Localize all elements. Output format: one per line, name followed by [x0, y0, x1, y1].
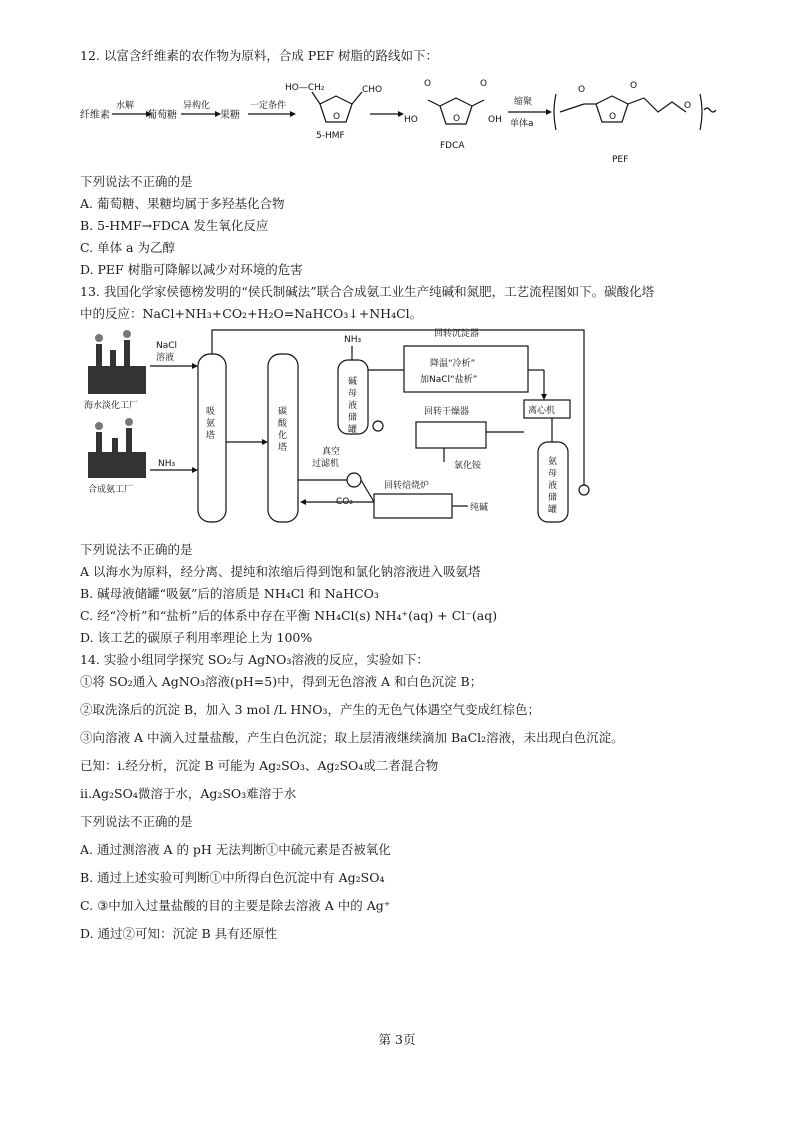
q14-known2: ⅱ.Ag₂SO₄微溶于水，Ag₂SO₃难溶于水 — [80, 786, 297, 801]
q13-question: 下列说法不正确的是 — [80, 542, 193, 557]
svg-text:O: O — [333, 112, 341, 122]
q14-step2: ②取洗涤后的沉淀 B，加入 3 mol /L HNO₃，产生的无色气体遇空气变成红棕色； — [80, 702, 540, 717]
svg-text:O: O — [424, 79, 432, 89]
route-step3: 一定条件 — [250, 101, 287, 111]
svg-text:O: O — [453, 114, 461, 124]
q14-question: 下列说法不正确的是 — [80, 814, 193, 829]
co2-label: CO₂ — [336, 497, 353, 507]
route-step2: 异构化 — [183, 101, 211, 111]
route-fructose: 果糖 — [220, 110, 240, 121]
svg-text:液: 液 — [548, 481, 558, 491]
settler-salt-text: 加NaCl“盐析” — [420, 375, 478, 385]
q13-option-b: B. 碱母液储罐“吸氨”后的溶质是 NH₄Cl 和 NaHCO₃ — [80, 586, 379, 601]
svg-text:氨: 氨 — [548, 457, 558, 467]
q14-step1: ①将 SO₂通入 AgNO₃溶液(pH=5)中，得到无色溶液 A 和白色沉淀 B； — [80, 674, 483, 689]
nh4cl-product: 氯化铵 — [454, 461, 482, 471]
q14-option-c: C. ③中加入过量盐酸的目的主要是除去溶液 A 中的 Ag⁺ — [80, 898, 391, 913]
plant2-label: 合成氨工厂 — [88, 485, 134, 495]
q14-option-a: A. 通过测溶液 A 的 pH 无法判断①中硫元素是否被氧化 — [80, 842, 391, 857]
svg-text:塔: 塔 — [278, 443, 288, 453]
svg-text:化: 化 — [278, 431, 288, 441]
pef-name: PEF — [612, 155, 629, 165]
hmf-structure — [312, 92, 362, 122]
centrifuge-label: 离心机 — [528, 406, 556, 416]
fdca-ho: HO — [404, 115, 418, 125]
svg-text:罐: 罐 — [348, 425, 358, 435]
svg-text:碳: 碳 — [278, 407, 288, 417]
svg-text:O: O — [630, 81, 638, 91]
q13-option-d: D. 该工艺的碳原子利用率理论上为 100% — [80, 630, 313, 645]
vacuum-filter — [347, 473, 361, 487]
rotary-dryer-label: 回转干燥器 — [424, 407, 470, 417]
svg-text:O: O — [480, 79, 488, 89]
q12-stem: 12. 以富含纤维素的农作物为原料，合成 PEF 树脂的路线如下： — [80, 48, 439, 63]
soda-product: 纯碱 — [470, 503, 489, 513]
route-cellulose: 纤维素 — [80, 110, 110, 121]
svg-text:液: 液 — [348, 401, 358, 411]
rotary-settler-label: 回转沉淀器 — [434, 329, 480, 339]
rotary-calciner — [374, 494, 452, 518]
svg-text:储: 储 — [548, 493, 558, 503]
q12-synthesis-route — [0, 74, 794, 184]
svg-text:罐: 罐 — [548, 505, 558, 515]
absorb-tower-char-1: 吸 — [206, 407, 216, 417]
page-number: 第 3页 — [378, 1032, 416, 1047]
absorb-tower-char-3: 塔 — [206, 431, 216, 441]
q14-option-b: B. 通过上述实验可判断①中所得白色沉淀中有 Ag₂SO₄ — [80, 870, 385, 885]
vacuum-filter-2: 过滤机 — [312, 459, 340, 469]
q13-stem-line2: 中的反应：NaCl+NH₃+CO₂+H₂O=NaHCO₃↓+NH₄Cl。 — [80, 306, 423, 321]
route-step1: 水解 — [116, 101, 135, 111]
route-glucose: 葡萄糖 — [147, 110, 177, 121]
q13-option-c: C. 经“冷析”和“盐析”后的体系中存在平衡 NH₄Cl(s) NH₄⁺(aq) + Cl⁻(aq) — [80, 608, 498, 623]
route-step4-bottom: 单体a — [510, 119, 534, 129]
q12-option-b: B. 5-HMF→FDCA 发生氧化反应 — [80, 218, 269, 233]
pef-structure — [554, 81, 716, 130]
nacl-feed-1: NaCl — [156, 341, 178, 351]
arrow-step3-head — [290, 111, 296, 117]
fdca-oh: OH — [488, 115, 502, 125]
q13-stem-line1: 13. 我国化学家侯德榜发明的“侯氏制碱法”联合合成氨工业生产纯碱和氮肥，工艺流程图如下。碳酸化塔 — [80, 284, 655, 299]
fdca-name: FDCA — [440, 141, 465, 151]
route-step4-top: 缩聚 — [514, 97, 533, 107]
svg-text:O: O — [684, 101, 692, 111]
nacl-feed-2: 溶液 — [156, 353, 175, 363]
q12-option-c: C. 单体 a 为乙醇 — [80, 240, 175, 255]
nh3-top-label: NH₃ — [344, 335, 362, 345]
q13-process-diagram — [0, 322, 794, 532]
fdca-structure — [424, 79, 487, 124]
svg-text:母: 母 — [548, 469, 558, 479]
svg-text:储: 储 — [348, 413, 358, 423]
hmf-left-group: HO—CH₂ — [285, 83, 325, 93]
svg-text:碱: 碱 — [348, 377, 358, 387]
svg-text:O: O — [609, 112, 617, 122]
hmf-name: 5-HMF — [316, 131, 345, 141]
nh3-feed: NH₃ — [158, 459, 176, 469]
q14-step3: ③向溶液 A 中滴入过量盐酸，产生白色沉淀；取上层清液继续滴加 BaCl₂溶液，未出现白色沉淀。 — [80, 730, 624, 745]
settler-cool-text: 降温“冷析” — [430, 359, 476, 369]
rotary-dryer — [416, 422, 486, 448]
factory-icon-2 — [88, 418, 146, 478]
rotary-calciner-label: 回转焙烧炉 — [384, 481, 430, 491]
q12-option-d: D. PEF 树脂可降解以减少对环境的危害 — [80, 262, 303, 277]
q14-known1: 已知：ⅰ.经分析，沉淀 B 可能为 Ag₂SO₃、Ag₂SO₄或二者混合物 — [80, 758, 439, 773]
rotary-settler — [404, 346, 528, 392]
absorb-tower-char-2: 氨 — [206, 419, 216, 429]
q14-stem: 14. 实验小组同学探究 SO₂与 AgNO₃溶液的反应，实验如下： — [80, 652, 429, 667]
svg-text:O: O — [578, 85, 586, 95]
hmf-right-group: CHO — [362, 85, 383, 95]
svg-text:母: 母 — [348, 389, 358, 399]
q14-option-d: D. 通过②可知：沉淀 B 具有还原性 — [80, 926, 278, 941]
svg-text:酸: 酸 — [278, 419, 288, 429]
plant1-label: 海水淡化工厂 — [84, 401, 139, 411]
q12-question: 下列说法不正确的是 — [80, 174, 193, 189]
vacuum-filter-1: 真空 — [322, 447, 341, 457]
factory-icon-1 — [88, 330, 146, 394]
q12-option-a: A. 葡萄糖、果糖均属于多羟基化合物 — [80, 196, 285, 211]
q13-option-a: A 以海水为原料，经分离、提纯和浓缩后得到饱和氯化钠溶液进入吸氨塔 — [80, 564, 481, 579]
